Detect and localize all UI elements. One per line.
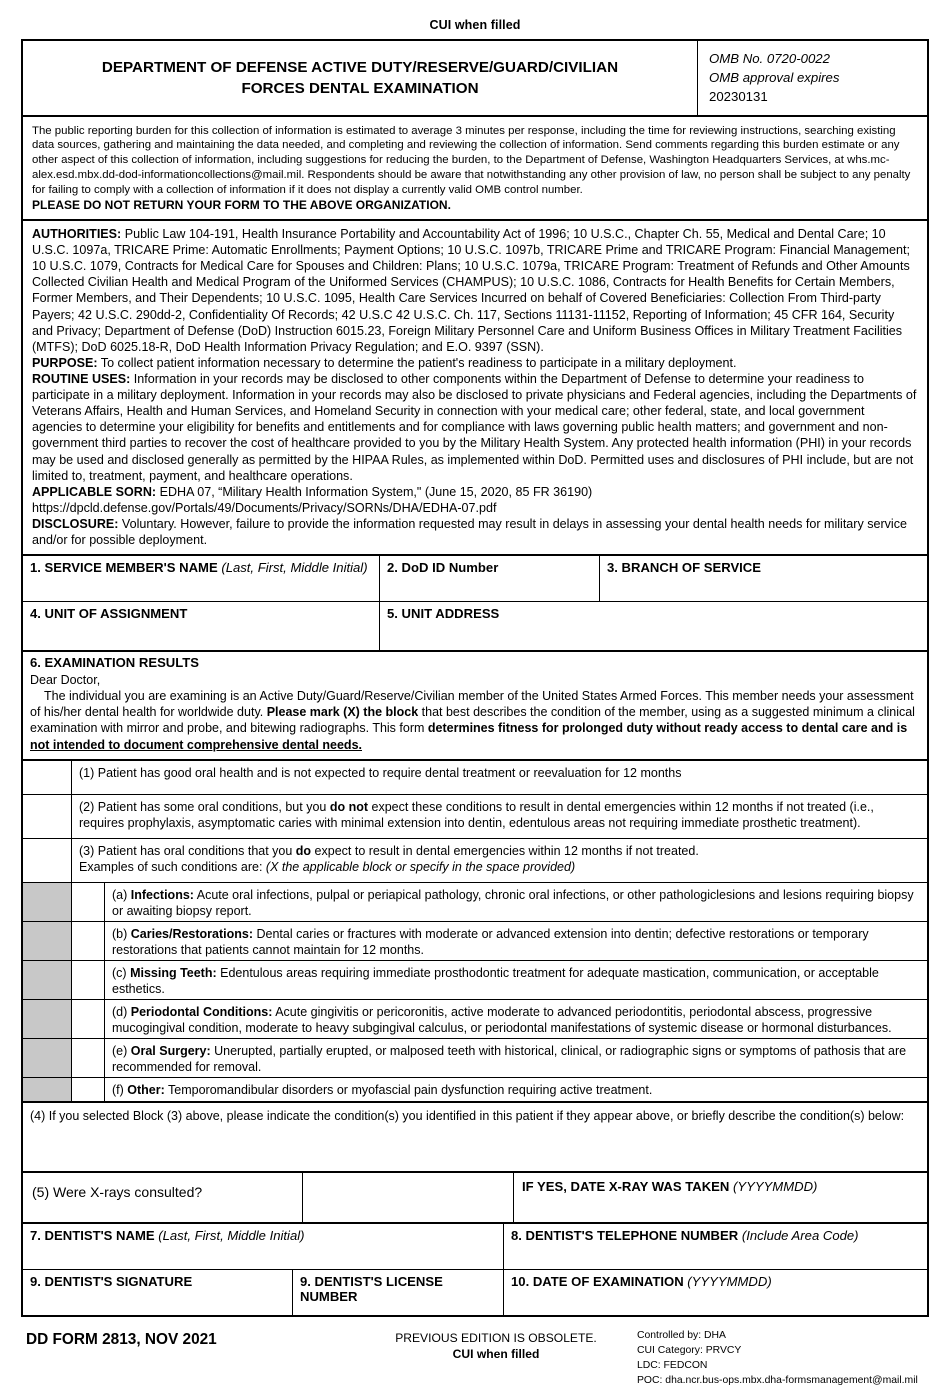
subitem-shaded-column	[23, 883, 72, 921]
form-footer	[21, 1317, 929, 1388]
burden-notice: PLEASE DO NOT RETURN YOUR FORM TO THE ABOVE ORGANIZATION.	[32, 198, 451, 213]
omb-expires-label: OMB approval expires	[709, 69, 840, 85]
form-title	[23, 41, 697, 115]
option-3-part-1: (3) Patient has oral conditions that you	[79, 843, 296, 858]
purpose-text: To collect patient information necessary to determine the patient's readiness to participate in a military deployment.	[97, 355, 737, 370]
form-title-line-2: FORCES DENTAL EXAMINATION	[241, 80, 479, 98]
subitem-a-text	[105, 883, 927, 921]
subitem-shaded-column	[23, 961, 72, 999]
option-2-checkbox[interactable]	[23, 795, 72, 838]
examination-instructions	[30, 688, 919, 753]
field-dentist-signature[interactable]	[23, 1270, 292, 1315]
field-8-label: 8. DENTIST'S TELEPHONE NUMBER	[511, 1227, 739, 1243]
instr-bold-fitness: determines fitness for prolonged duty without ready access to dental care and is	[427, 721, 908, 736]
option-2-part-1: (2) Patient has some oral conditions, but you	[79, 799, 330, 814]
cui-control-markings	[631, 1326, 929, 1388]
subitem-c-text	[105, 961, 927, 999]
subitem-c-label: Missing Teeth:	[130, 965, 217, 980]
option-2-text	[72, 795, 927, 838]
authorities-label: AUTHORITIES:	[32, 226, 122, 241]
subitem-a-checkbox[interactable]	[72, 883, 105, 921]
field-dentist-telephone[interactable]	[503, 1224, 927, 1269]
privacy-act-statement	[23, 221, 927, 556]
field-row-dentist-2	[23, 1270, 927, 1315]
option-2-part-2: expect these conditions to result in dental emergencies within 12 months if not treated (i.e., requires prophylaxis, asymptomatic caries with minimal extension into dentin, edentulous areas not requiring immediate prosthetic treatment).	[79, 799, 874, 830]
option-row-3	[23, 839, 927, 883]
subitem-shaded-column	[23, 922, 72, 960]
field-10-hint: (YYYYMMDD)	[687, 1273, 772, 1289]
subitem-f-marker: (f)	[112, 1082, 128, 1097]
burden-text: The public reporting burden for this collection of information is estimated to average 3 minutes per response, including the time for reviewing instructions, searching existing data sources, gathering and maintaining the data needed, and completing and reviewing the collection of information. Send comments regarding this burden estimate or any other aspect of this collection of information, including suggestions for reducing the burden, to the Department of Defense, Washington Headquarters Services, at whs.mc-alex.esd.mbx.dd-dod-informationcollections@mail.mil. Respondents should be aware that notwithstanding any other provision of law, no person shall be subject to any penalty for failing to comply with a collection of information if it does not display a currently valid OMB control number.	[32, 124, 911, 196]
field-unit-address[interactable]	[379, 602, 927, 650]
field-4-label: 4. UNIT OF ASSIGNMENT	[30, 606, 188, 622]
subitem-row-d	[23, 1000, 927, 1039]
purpose-label: PURPOSE:	[32, 355, 98, 370]
disclosure-paragraph	[32, 516, 918, 548]
salutation: Dear Doctor,	[30, 673, 101, 688]
authorities-text: Public Law 104-191, Health Insurance Portability and Accountability Act of 1996; 10 U.S.C., Chapter Ch. 55, Medical and Dental Care; 10 U.S.C. 1097a, TRICARE Prime: Automatic Enrollments; Payment Options; 10 U.S.C. 1097b, TRICARE Prime and TRICARE Program: Financial Management; 10 U.S.C. 1079, Contracts for Medical Care for Spouses and Children: Plans; 10 U.S.C. 1079a, TRICARE Program: Treatment of Refunds and Other Amounts Collected Civilian Health and Medical Program of the Uniformed Services (CHAMPUS); 10 U.S.C. 1086, Contracts for Health Benefits for Certain Members, Former Members, and Their Dependents; 10 U.S.C. 1095, Health Care Services Incurred on behalf of Covered Beneficiaries: Collection From Third-party Payers; 42 U.S.C. 290dd-2, Confidentiality Of Records; 42 U.S.C 42 U.S.C. Ch. 117, Sections 11131-11152, Reporting of Information; 45 CFR 164, Security and Privacy; Department of Defense (DoD) Instruction 6015.23, Foreign Military Personnel Care and Uniform Business Offices in Military Treatment Facilities (MTFS); DoD 6025.18-R, DoD Health Information Privacy Regulation; and E.O. 9397 (SSN).	[32, 226, 910, 354]
option-2-bold: do not	[329, 799, 369, 814]
applicable-sorn-text: EDHA 07, “Military Health Information System," (June 15, 2020, 85 FR 36190) https://dpcld.defense.gov/Portals/49/Documents/Privacy/SORNs/DHA/EDHA-07.pdf	[32, 484, 593, 515]
poc: POC: dha.ncr.bus-ops.mbx.dha-formsmanagement@mail.mil	[637, 1374, 918, 1386]
previous-edition-notice: PREVIOUS EDITION IS OBSOLETE.	[395, 1330, 597, 1345]
omb-expires-date: 20230131	[709, 88, 768, 104]
instr-bold-mark-block: Please mark (X) the block	[266, 705, 419, 720]
subitem-d-desc: Acute gingivitis or pericoronitis, active moderate to advanced periodontitis, periodontal abscess, progressive mucogingival condition, moderate to heavy subgingival calculus, or periodontal manifestations of systemic disease or hormonal disturbances.	[112, 1004, 892, 1035]
xray-row	[23, 1173, 927, 1224]
subitem-d-checkbox[interactable]	[72, 1000, 105, 1038]
subitem-row-f	[23, 1078, 927, 1103]
subitem-b-checkbox[interactable]	[72, 922, 105, 960]
subitem-e-marker: (e)	[112, 1043, 131, 1058]
block-4-conditions-entry[interactable]	[23, 1103, 927, 1173]
cui-banner-bottom: CUI when filled	[452, 1346, 540, 1361]
subitem-shaded-column	[23, 1039, 72, 1077]
subitem-f-checkbox[interactable]	[72, 1078, 105, 1101]
examination-results-title: 6. EXAMINATION RESULTS	[30, 655, 200, 671]
subitem-e-label: Oral Surgery:	[130, 1043, 211, 1058]
subitem-c-desc: Edentulous areas requiring immediate prosthodontic treatment for adequate mastication, communication, or acceptable esthetics.	[112, 965, 879, 996]
field-8-hint: (Include Area Code)	[741, 1227, 859, 1243]
subitem-row-c	[23, 961, 927, 1000]
field-9a-label: 9. DENTIST'S SIGNATURE	[30, 1273, 193, 1289]
subitem-e-checkbox[interactable]	[72, 1039, 105, 1077]
disclosure-label: DISCLOSURE:	[32, 516, 119, 531]
authorities-paragraph	[32, 226, 918, 355]
disclosure-text: Voluntary. However, failure to provide the information requested may result in delays in assessing your dental health needs for military service and/or for possible deployment.	[32, 516, 907, 548]
form-header	[23, 41, 927, 117]
field-10-label: 10. DATE OF EXAMINATION	[511, 1273, 684, 1289]
subitem-b-text	[105, 922, 927, 960]
applicable-sorn-paragraph	[32, 484, 918, 516]
controlled-by: Controlled by: DHA	[637, 1329, 726, 1341]
omb-number: OMB No. 0720-0022	[709, 51, 830, 66]
option-1-text	[72, 761, 927, 794]
option-3-examples-line	[79, 859, 921, 875]
option-3-checkbox[interactable]	[23, 839, 72, 882]
form-identifier: DD FORM 2813, NOV 2021	[26, 1330, 217, 1348]
burden-statement	[23, 117, 927, 221]
option-1-checkbox[interactable]	[23, 761, 72, 794]
subitem-c-checkbox[interactable]	[72, 961, 105, 999]
option-row-1	[23, 761, 927, 795]
routine-uses-label: ROUTINE USES:	[32, 371, 131, 386]
examination-results-header	[23, 652, 927, 761]
field-dentist-name[interactable]	[23, 1224, 503, 1269]
subitem-a-label: Infections:	[130, 887, 194, 902]
purpose-paragraph	[32, 355, 918, 371]
xray-answer-field[interactable]	[303, 1173, 514, 1222]
option-1-part-1: (1) Patient has good oral health and is not expected to require dental treatment or reevaluation for 12 months	[79, 765, 682, 780]
field-1-label: 1. SERVICE MEMBER'S NAME	[30, 560, 218, 576]
field-dentist-license-number[interactable]	[292, 1270, 503, 1315]
field-branch-of-service[interactable]	[599, 556, 927, 601]
subitem-c-marker: (c)	[112, 965, 131, 980]
cui-banner-top: CUI when filled	[429, 18, 521, 32]
option-3-text	[72, 839, 927, 882]
instr-part-1: The individual you are examining is an Active Duty/Guard/Reserve/Civilian member of the United States Armed Forces. This member needs your assessment of his/her dental health for worldwide duty.	[30, 689, 914, 720]
subitem-shaded-column	[23, 1078, 72, 1101]
footer-center	[361, 1326, 631, 1362]
subitem-a-desc: Acute oral infections, pulpal or periapical pathology, chronic oral infections, or other pathologiclesions and lesions requiring biopsy or awaiting biopsy report.	[112, 887, 914, 918]
instr-underline-not-intended: not intended to document comprehensive dental needs.	[30, 737, 362, 752]
routine-uses-paragraph	[32, 371, 918, 484]
cui-category: CUI Category: PRVCY	[637, 1344, 742, 1356]
subitem-b-label: Caries/Restorations:	[130, 926, 254, 941]
subitem-d-text	[105, 1000, 927, 1038]
form-body	[21, 39, 929, 1317]
subitem-b-desc: Dental caries or fractures with moderate or advanced extension into dentin; defective restorations or temporary restorations that patients cannot maintain for 12 months.	[112, 926, 869, 957]
field-dod-id-number[interactable]	[379, 556, 599, 601]
field-row-dentist-1	[23, 1224, 927, 1270]
routine-uses-text: Information in your records may be disclosed to other components within the Department of Defense to determine your readiness to participate in a military deployment. Information in your records may also be disclosed to private physicians and Federal agencies, including the Departments of Veterans Affairs, Health and Human Services, and Homeland Security in connection with your medical care; other federal, state, and local government agencies to determine your eligibility for benefits and entitlements and for compliance with laws governing public health matters; and government and non-government third parties to recover the cost of healthcare provided to you by the Military Health System. Any protected health information (PHI) in your records may be used and disclosed generally as permitted by the HIPAA Rules, as implemented within DoD. Permitted uses and disclosures of PHI include, but are not limited to, treatment, payment, and healthcare operations.	[32, 371, 917, 483]
subitem-f-label: Other:	[127, 1082, 165, 1097]
ldc: LDC: FEDCON	[637, 1359, 708, 1371]
field-2-label: 2. DoD ID Number	[387, 560, 499, 576]
xray-question-label: (5) Were X-rays consulted?	[23, 1173, 303, 1222]
field-row-1	[23, 556, 927, 602]
option-3-examples-hint: (X the applicable block or specify in the space provided)	[265, 859, 576, 874]
xray-date-field[interactable]	[514, 1173, 927, 1222]
option-row-2	[23, 795, 927, 839]
field-1-hint: (Last, First, Middle Initial)	[221, 560, 368, 576]
option-3-bold: do	[295, 843, 312, 858]
field-row-2	[23, 602, 927, 652]
field-3-label: 3. BRANCH OF SERVICE	[607, 560, 761, 576]
subitem-row-a	[23, 883, 927, 922]
form-title-line-1: DEPARTMENT OF DEFENSE ACTIVE DUTY/RESERVE/GUARD/CIVILIAN	[101, 58, 619, 76]
xray-date-label: IF YES, DATE X-RAY WAS TAKEN	[522, 1178, 730, 1194]
option-3-line-1	[79, 843, 921, 859]
field-5-label: 5. UNIT ADDRESS	[387, 606, 500, 622]
omb-block	[697, 41, 927, 115]
subitem-f-text	[105, 1078, 927, 1101]
field-7-hint: (Last, First, Middle Initial)	[158, 1227, 305, 1243]
subitem-a-marker: (a)	[112, 887, 131, 902]
field-unit-of-assignment[interactable]	[23, 602, 379, 650]
subitem-row-b	[23, 922, 927, 961]
option-3-part-2: expect to result in dental emergencies within 12 months if not treated.	[311, 843, 699, 858]
xray-date-hint: (YYYYMMDD)	[733, 1178, 818, 1194]
subitem-e-desc: Unerupted, partially erupted, or malposed teeth with historical, clinical, or radiographic signs or symptoms of pathosis that are recommended for removal.	[112, 1043, 907, 1074]
field-date-of-examination[interactable]	[503, 1270, 927, 1315]
subitem-f-desc: Temporomandibular disorders or myofascial pain dysfunction requiring active treatment.	[164, 1082, 653, 1097]
instr-part-2: that best describes the condition of the member, using as a suggested minimum a clinical examination with mirror and probe, and bitewing radiographs. This form	[30, 705, 915, 736]
field-9b-label: 9. DENTIST'S LICENSE NUMBER	[300, 1273, 443, 1304]
subitem-shaded-column	[23, 1000, 72, 1038]
subitem-row-e	[23, 1039, 927, 1078]
subitem-d-label: Periodontal Conditions:	[130, 1004, 273, 1019]
block-4-instruction: (4) If you selected Block (3) above, please indicate the condition(s) you identified in this patient if they appear above, or briefly describe the condition(s) below:	[30, 1108, 905, 1123]
subitem-b-marker: (b)	[112, 926, 131, 941]
subitem-d-marker: (d)	[112, 1004, 131, 1019]
subitem-e-text	[105, 1039, 927, 1077]
field-7-label: 7. DENTIST'S NAME	[30, 1227, 155, 1243]
field-service-member-name[interactable]	[23, 556, 379, 601]
applicable-sorn-label: APPLICABLE SORN:	[32, 484, 157, 499]
option-3-examples-label: Examples of such conditions are:	[79, 859, 266, 874]
